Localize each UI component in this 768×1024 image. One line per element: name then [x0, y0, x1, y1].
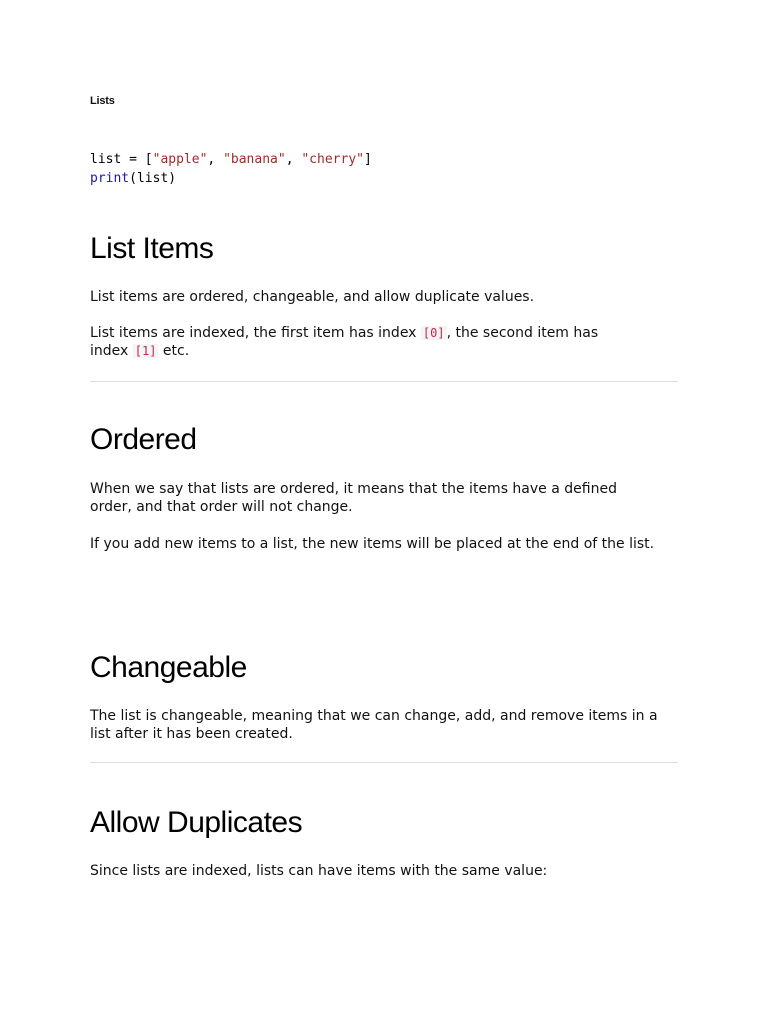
section-divider: [90, 381, 678, 382]
code-line-2: [90, 171, 176, 186]
paragraph-changeable-1: The list is changeable, meaning that we can change, add, and remove items in a list after it has been created.: [90, 708, 658, 742]
code-text: ]: [363, 152, 372, 167]
paragraph-ordered-2: If you add new items to a list, the new items will be placed at the end of the list.: [90, 536, 655, 552]
paragraph-list-items-1: List items are ordered, changeable, and allow duplicate values.: [90, 289, 535, 305]
heading-changeable: Changeable: [90, 651, 247, 684]
code-example: [90, 150, 372, 188]
heading-ordered: Ordered: [90, 423, 197, 456]
inline-code-index-0: [0]: [422, 326, 445, 340]
document-label: Lists: [90, 95, 115, 107]
code-string-cherry: "cherry": [301, 152, 364, 167]
paragraph-allow-duplicates-1: Since lists are indexed, lists can have items with the same value:: [90, 863, 548, 879]
code-line-1: [90, 152, 372, 167]
paragraph-text: , the second item has index: [90, 325, 599, 359]
paragraph-list-items-2: [90, 325, 630, 360]
code-string-apple: "apple": [152, 152, 208, 167]
code-text: ,: [207, 152, 224, 167]
code-string-banana: "banana": [223, 152, 286, 167]
code-text: ,: [285, 152, 302, 167]
paragraph-text: etc.: [158, 342, 190, 359]
inline-code-index-1: [1]: [134, 343, 157, 358]
paragraph-ordered-1: When we say that lists are ordered, it means that the items have a defined order, and that order will not change.: [90, 481, 617, 515]
heading-allow-duplicates: Allow Duplicates: [90, 806, 303, 839]
heading-list-items: List Items: [90, 232, 214, 265]
code-text: (list): [129, 171, 177, 186]
paragraph-text: List items are indexed, the first item has index: [90, 325, 421, 341]
code-text: list = [: [90, 152, 153, 167]
code-keyword-print: print: [90, 171, 130, 186]
section-divider: [90, 762, 678, 763]
